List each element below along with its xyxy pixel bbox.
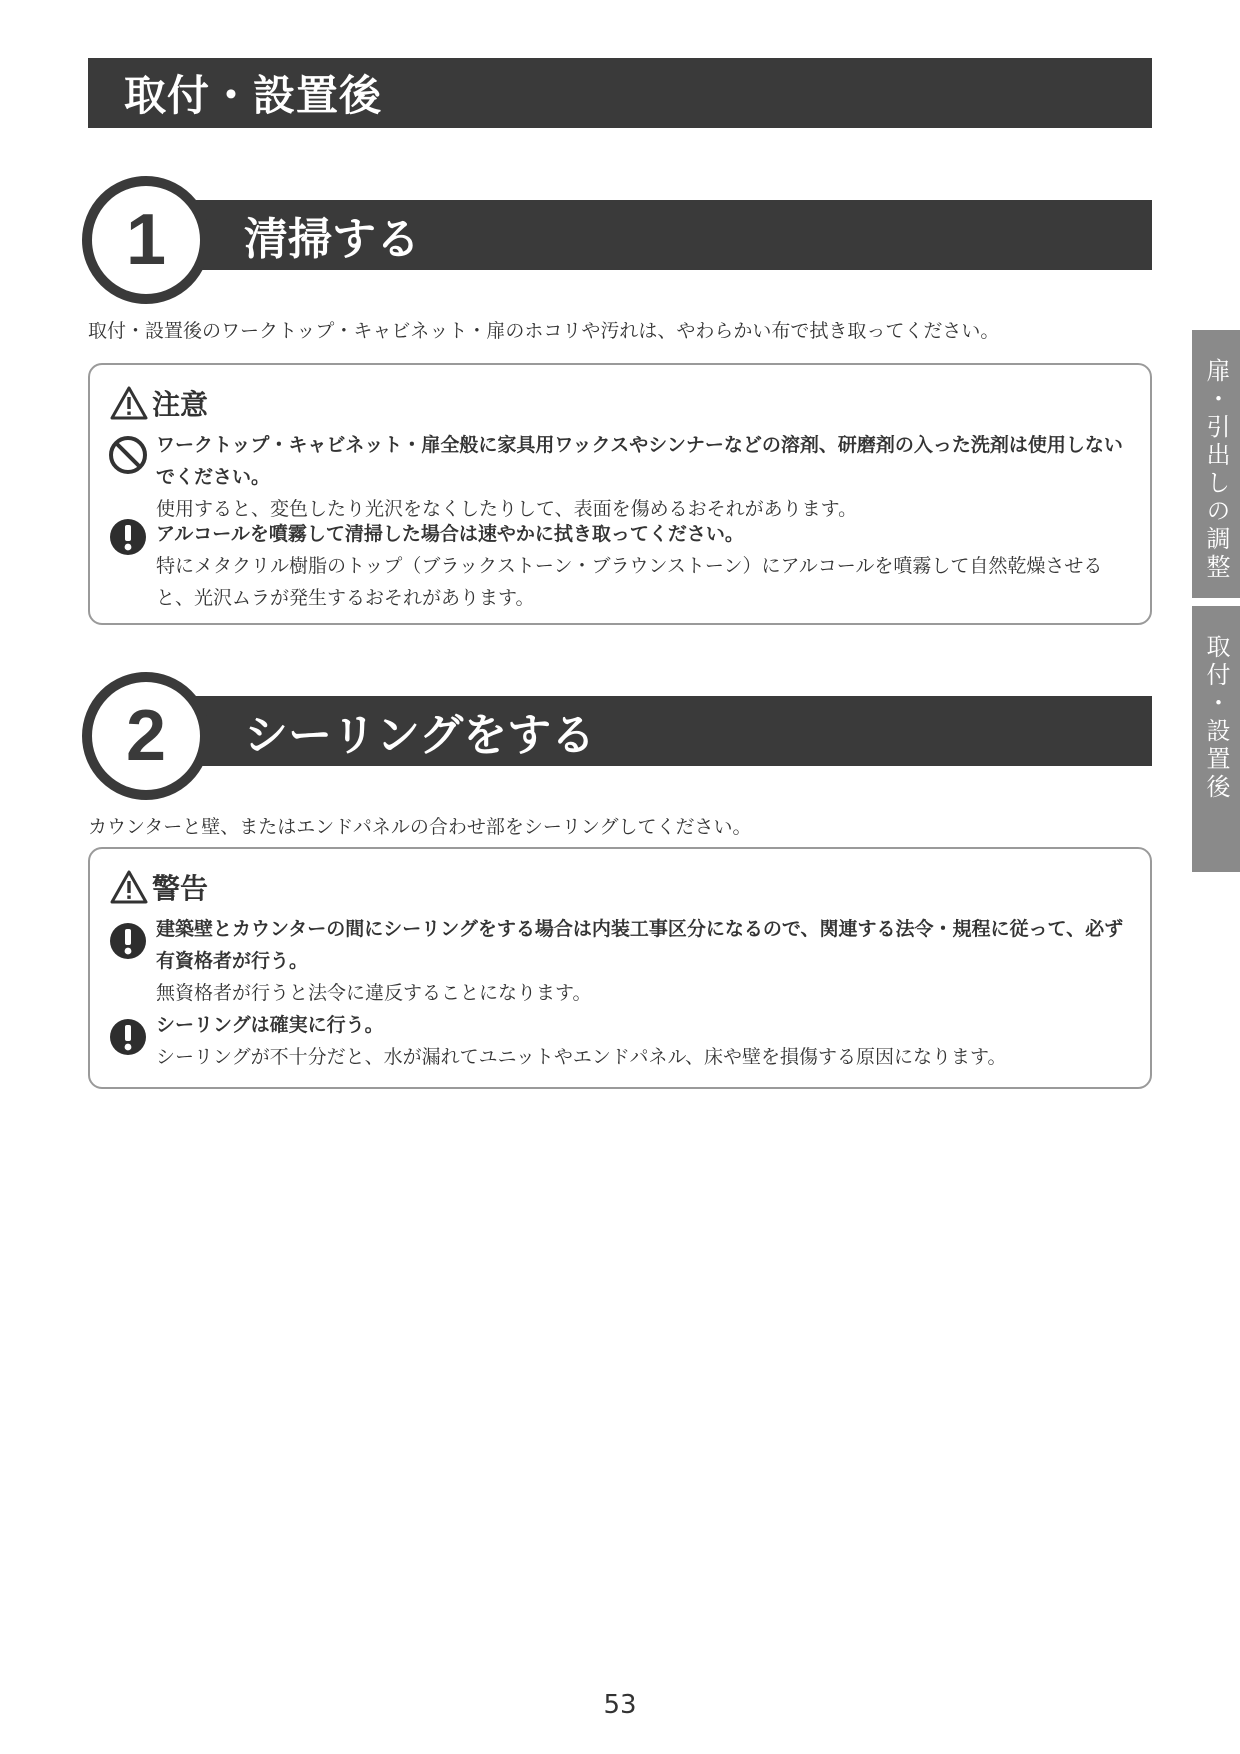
- page-title: 取付・設置後: [124, 71, 383, 120]
- caution-item-1-body: 使用すると、変色したり光沢をなくしたりして、表面を傷めるおそれがあります。: [156, 498, 858, 520]
- exclamation-icon: [108, 921, 148, 961]
- page-header: [88, 58, 1152, 128]
- exclamation-icon: [108, 517, 148, 557]
- section-1-number: 1: [125, 200, 167, 280]
- caution-item-2-body: 特にメタクリル樹脂のトップ（ブラックストーン・ブラウンストーン）にアルコールを噴霧して自然乾燥させると、光沢ムラが発生するおそれがあります。: [156, 555, 1103, 609]
- section-2-number: 2: [125, 696, 167, 776]
- side-tab-label: 取付・設置後: [1202, 634, 1230, 802]
- side-tab-after-installation[interactable]: [1192, 606, 1240, 872]
- warning-item-2-heading: シーリングは確実に行う。: [156, 1014, 384, 1036]
- side-tab-label: 扉・引出しの調整: [1202, 358, 1230, 582]
- prohibition-icon: [108, 435, 148, 475]
- warning-triangle-icon: [110, 870, 148, 904]
- section-2-bar: [152, 696, 1152, 766]
- caution-box: [88, 363, 1152, 625]
- warning-heading: [110, 867, 208, 907]
- section-2-number-badge: [82, 672, 210, 800]
- side-tab-door-adjustment[interactable]: [1192, 330, 1240, 598]
- caution-item-2: [156, 518, 1130, 614]
- section-1-title: 清掃する: [244, 214, 420, 265]
- warning-label: 警告: [152, 872, 209, 905]
- warning-item-1-body: 無資格者が行うと法令に違反することになります。: [156, 982, 592, 1004]
- caution-item-1: [156, 429, 1130, 525]
- caution-heading: [110, 383, 208, 423]
- caution-item-2-heading: アルコールを噴霧して清掃した場合は速やかに拭き取ってください。: [156, 523, 744, 545]
- caution-label: 注意: [152, 388, 209, 421]
- warning-item-2: [156, 1009, 1130, 1073]
- warning-item-1-heading: 建築壁とカウンターの間にシーリングをする場合は内装工事区分になるので、関連する法令・規程に従って、必ず有資格者が行う。: [156, 918, 1124, 972]
- warning-item-2-body: シーリングが不十分だと、水が漏れてユニットやエンドパネル、床や壁を損傷する原因になります。: [156, 1046, 1007, 1068]
- section-2-intro: カウンターと壁、またはエンドパネルの合わせ部をシーリングしてください。: [88, 816, 752, 838]
- page-number: 53: [603, 1690, 637, 1720]
- section-1-number-badge: [82, 176, 210, 304]
- warning-triangle-icon: [110, 386, 148, 420]
- caution-item-1-heading: ワークトップ・キャビネット・扉全般に家具用ワックスやシンナーなどの溶剤、研磨剤の入った洗剤は使用しないでください。: [156, 434, 1123, 488]
- exclamation-icon: [108, 1017, 148, 1057]
- section-1-bar: [152, 200, 1152, 270]
- warning-box: [88, 847, 1152, 1089]
- warning-item-1: [156, 913, 1130, 1009]
- section-2-title: シーリングをする: [244, 710, 596, 761]
- section-1-intro: 取付・設置後のワークトップ・キャビネット・扉のホコリや汚れは、やわらかい布で拭き取ってください。: [88, 320, 1000, 342]
